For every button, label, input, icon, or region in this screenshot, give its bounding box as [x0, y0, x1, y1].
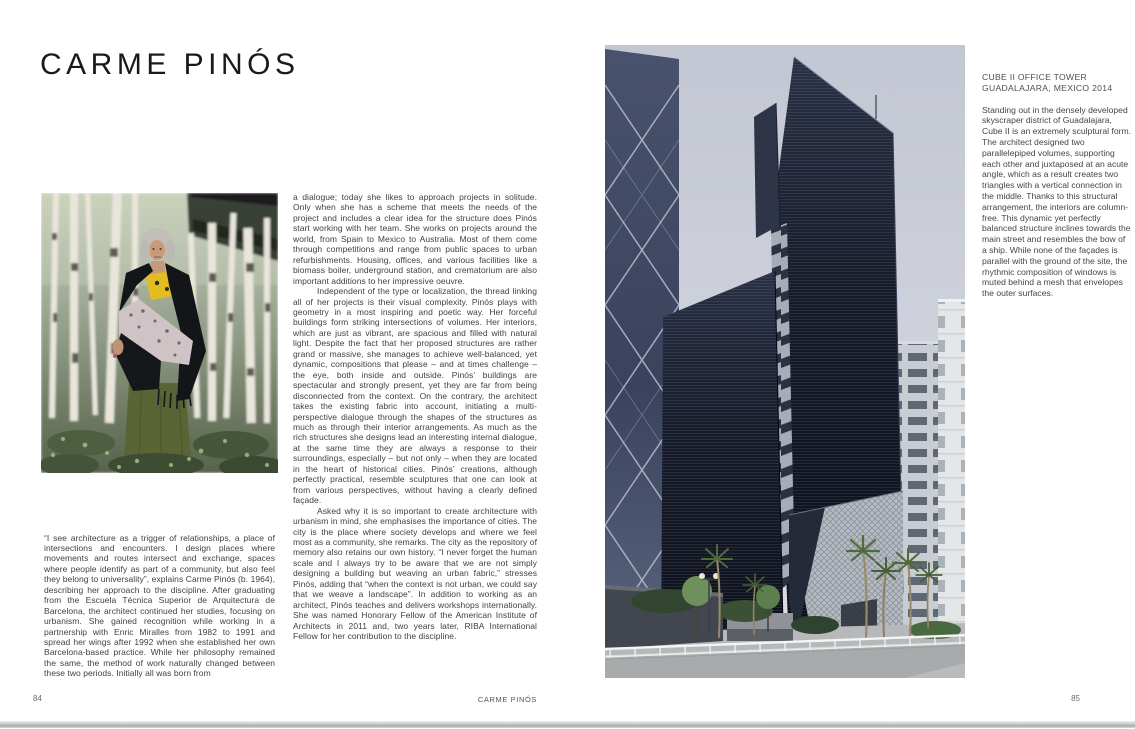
photo-caption [982, 72, 1132, 299]
caption-title-line2: GUADALAJARA, MEXICO 2014 [982, 82, 1113, 93]
page-number-left: 84 [33, 694, 42, 703]
center-text-column [293, 192, 537, 680]
body-paragraph-1: a dialogue; today she likes to approach projects in solitude. Only when she has a scheme that meets the needs of the project and includes a clear idea for the structure does Pinós start working with her team. She works on projects around the world, from Spain to Mexico to Australia. Most of them come through competitions and range from public spaces to urban refurbishments. Housing, offices, and various facilities like a biomass boiler, underground station, and crematorium are also important additions to her impressive oeuvre. [293, 192, 537, 286]
portrait-illustration [41, 193, 278, 473]
body-paragraph-2: Independent of the type or localization, the thread linking all of her projects is their visual complexity. Pinós plays with geometry in a most inspiring and poetic way. Her forceful buildings form striking intersections of volumes. Her interiors, which are just as vibrant, are spacious and filled with natural light. Despite the fact that her proposed structures are rather grand or massive, she manages to achieve well-balanced, yet dynamic, compositions that please – and at times challenge – the eye, both inside and outside. Pinós’ buildings are spectacular and strongly present, yet they are far from being disconnected from the context. On the contrary, the architect takes the existing fabric into account, initiating a multi-perspective dialogue through the shapes of the structures as much as through their interior arrangements. As much as the rich structures she designs lead an interesting internal dialogue, at the same time they are always a response to their surroundings, especially – but not only – when they are located in the heart of historical cities. Pinós’ creations, although perfectly practical, resemble sculptures that one can look at from various perspectives, without having a clearly defined façade. [293, 286, 537, 506]
intro-paragraph: “I see architecture as a trigger of relationships, a place of intersections and encounters. I design places where movements and routes intersect and exchange, spaces where people identify as part of a community, but also feel they belong to universality”, explains Carme Pinós (b. 1964), describing her approach to the discipline. After graduating from the Escuela Técnica Superior de Arquitectura de Barcelona, the architect continued her studies, focusing on urbanism. She gained recognition while working in a partnership with Enric Miralles from 1982 to 1991 and spread her wings after 1992 when she established her own Barcelona-based practice. While her philosophy remained the same, the method of work naturally changed between these two periods. Initially all was born from [44, 532, 275, 679]
cube-tower-illustration [605, 45, 965, 678]
portrait-photo [41, 193, 278, 473]
caption-body: Standing out in the densely developed skyscraper district of Guadalajara, Cube II is an extremely sculptural form. The architect designed two parallelepiped volumes, supporting each other and juxtaposed at an acute angle, which as a result creates two triangles with a vertical connection in the middle. Thanks to this structural arrangement, the interiors are column-free. This dynamic yet perfectly balanced structure inclines towards the main street and resembles the bow of a ship. While none of the façades is parallel with the ground of the site, the rhythmic composition of windows is muted behind a mesh that envelopes the outer surfaces. [982, 104, 1132, 299]
building-photo [605, 45, 965, 678]
caption-title-line1: CUBE II OFFICE TOWER [982, 72, 1087, 82]
page-number-right: 85 [1071, 694, 1080, 703]
book-bottom-edge [0, 721, 1135, 728]
body-paragraph-3: Asked why it is so important to create architecture with urbanism in mind, she emphasises the importance of cities. The city is the place where society develops and where we feel most as a community, she remarks. The city as the repository of memory also retains our own history. “I never forget the human scale and I always try to be aware that we are not simply designing a building but weaving an urban fabric,” stresses Pinós, adding that “when the context is not urban, we could say that we weave a landscape”. In addition to working as an architect, Pinós teaches and delivers workshops internationally. She was named Honorary Fellow of the American Institute of Architects in 2011 and, two years later, RIBA International Fellow for her contribution to the discipline. [293, 505, 537, 642]
page-title: CARME PINÓS [40, 48, 300, 81]
running-footer: CARME PINÓS [477, 695, 537, 704]
